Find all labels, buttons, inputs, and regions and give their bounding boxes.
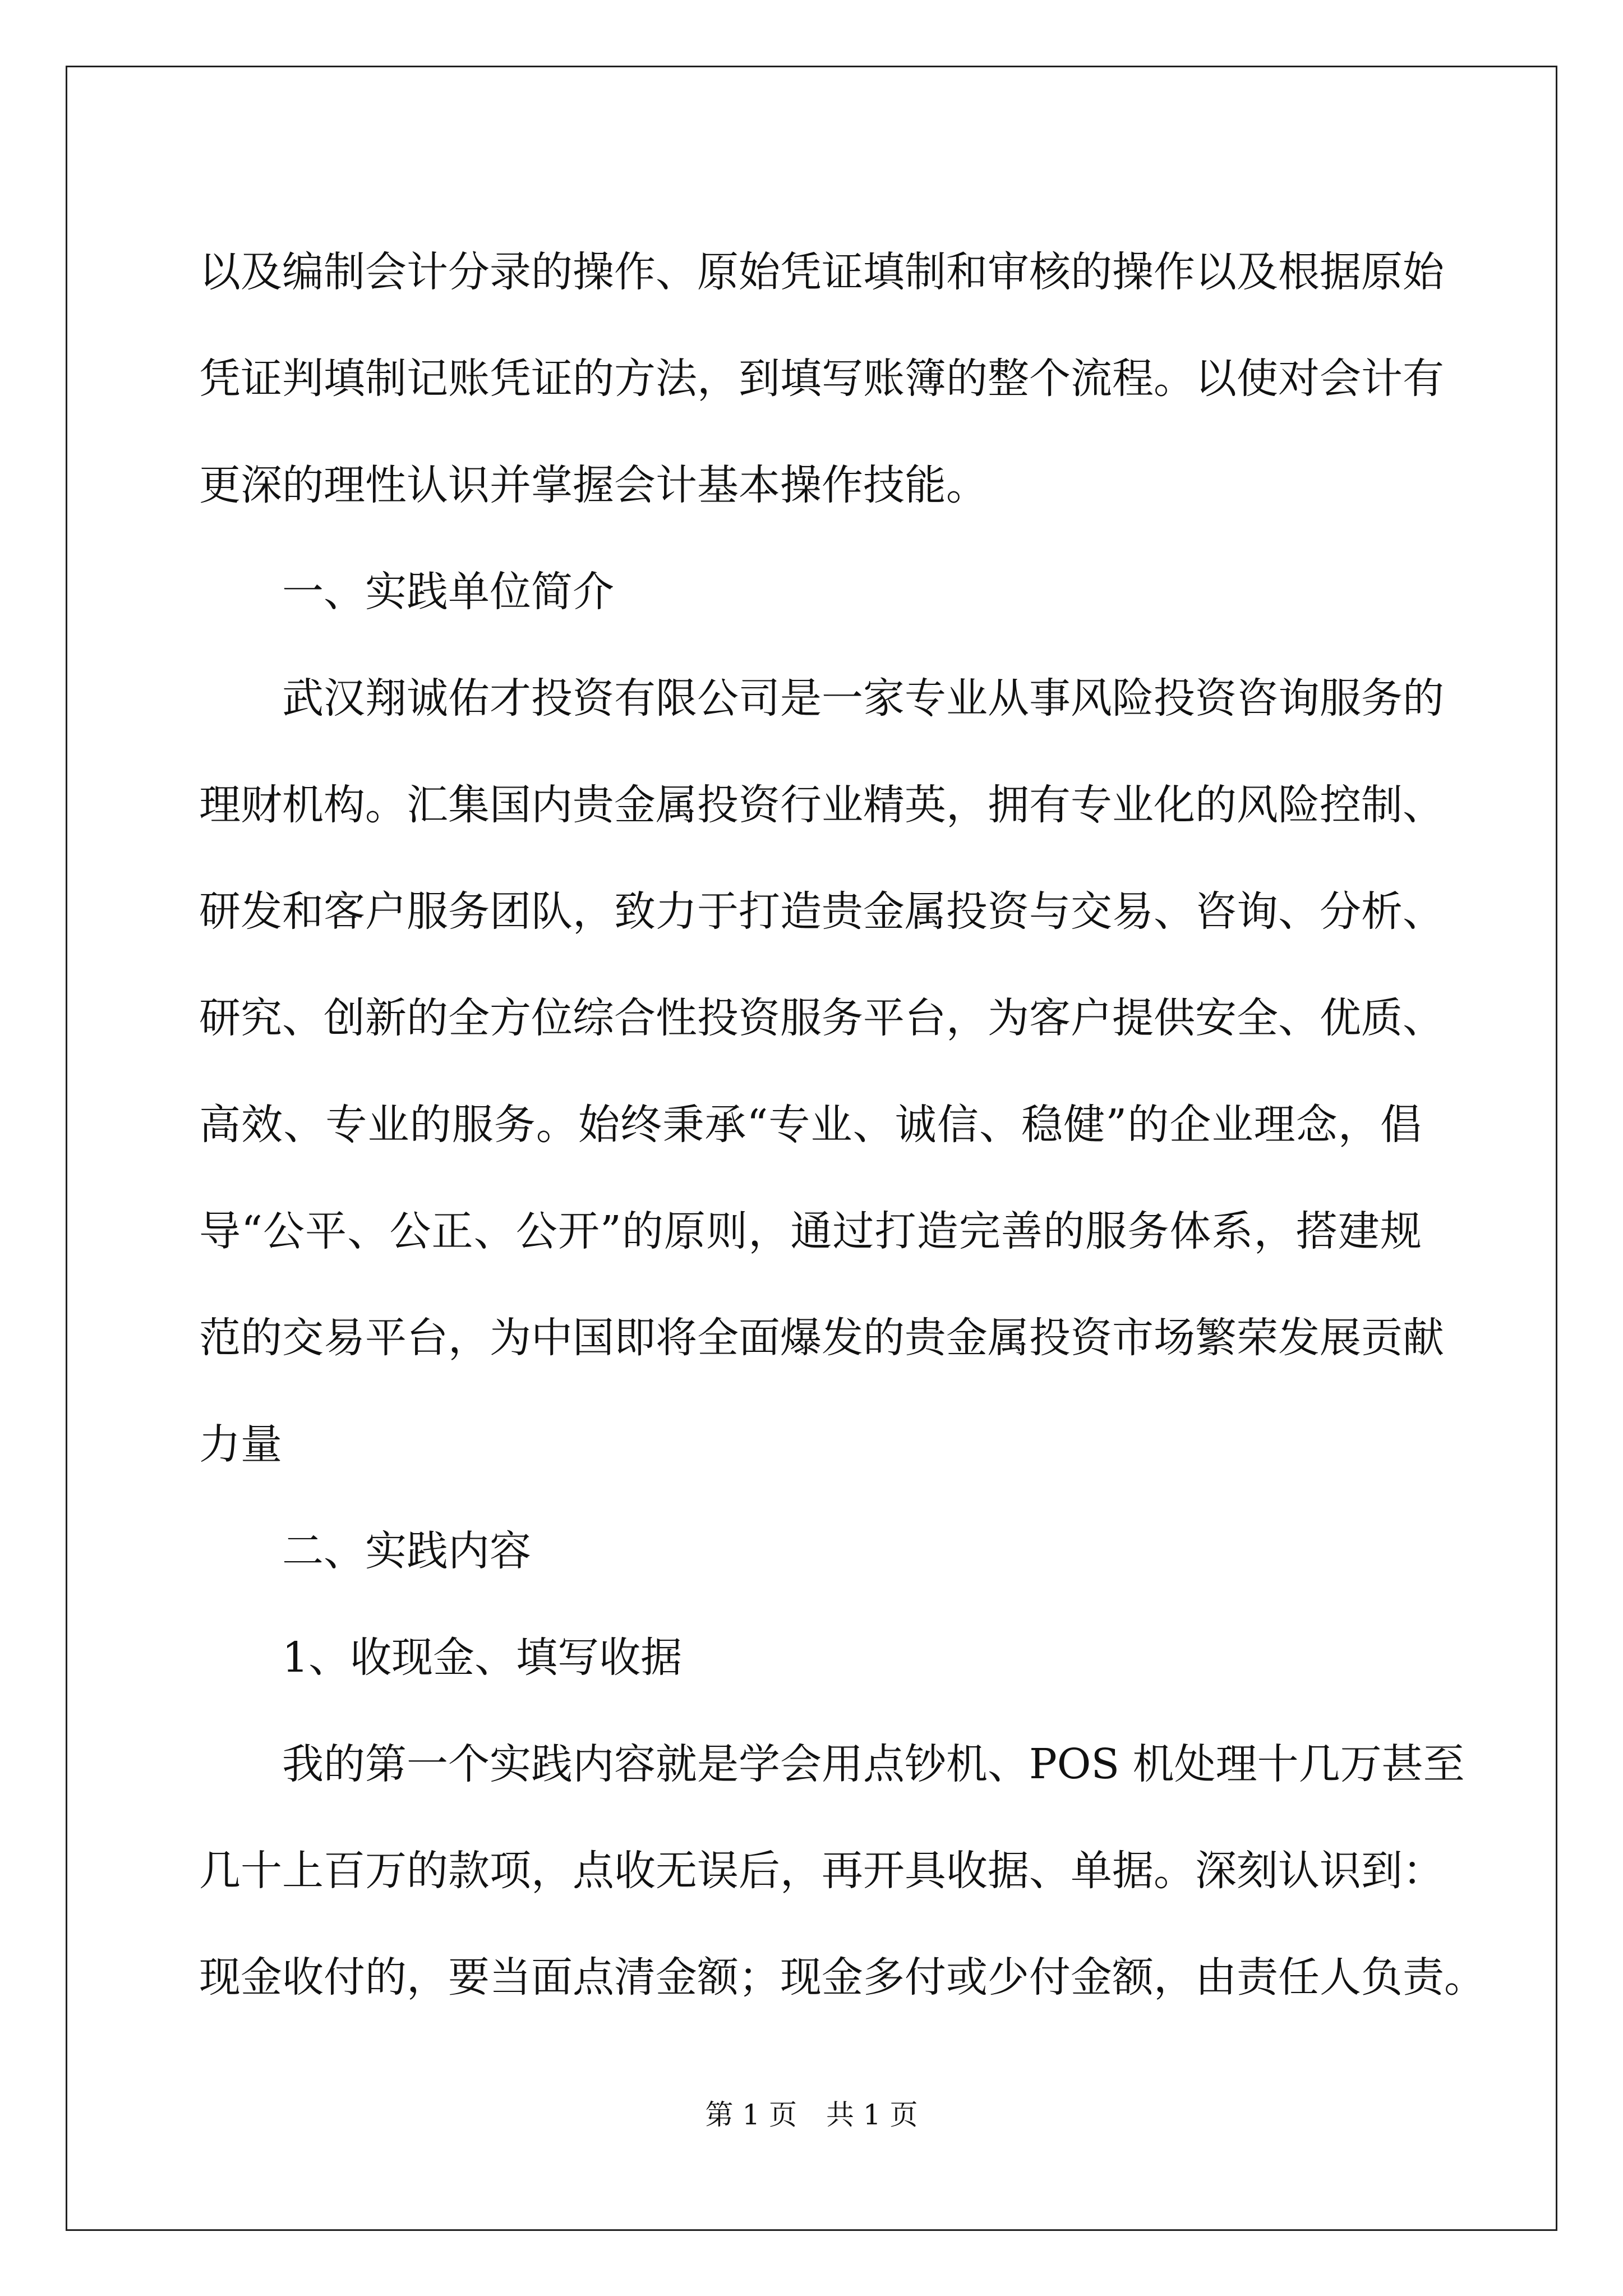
text-line: 导“公平、公正、公开”的原则，通过打造完善的服务体系，搭建规 bbox=[199, 1207, 1422, 1255]
text-line: 理财机构。汇集国内贵金属投资行业精英，拥有专业化的风险控制、 bbox=[199, 781, 1444, 829]
text-line: 更深的理性认识并掌握会计基本操作技能。 bbox=[199, 461, 988, 509]
text-line: 现金收付的，要当面点清金额；现金多付或少付金额，由责任人负责。 bbox=[199, 1953, 1486, 2001]
text-line: 力量 bbox=[199, 1420, 282, 1469]
text-line: 范的交易平台，为中国即将全面爆发的贵金属投资市场繁荣发展贡献 bbox=[199, 1314, 1444, 1362]
page-footer bbox=[0, 2098, 1623, 2132]
subsection-heading: 1、收现金、填写收据 bbox=[282, 1634, 683, 1682]
text-line: 凭证判填制记账凭证的方法，到填写账簿的整个流程。以使对会计有 bbox=[199, 355, 1444, 403]
text-line: 几十上百万的款项，点收无误后，再开具收据、单据。深刻认识到： bbox=[199, 1847, 1444, 1895]
text-line: 我的第一个实践内容就是学会用点钞机、POS 机处理十几万甚至 bbox=[282, 1740, 1465, 1788]
text-line: 研究、创新的全方位综合性投资服务平台，为客户提供安全、优质、 bbox=[199, 994, 1444, 1042]
text-line: 高效、专业的服务。始终秉承“专业、诚信、稳健”的企业理念，倡 bbox=[199, 1101, 1422, 1149]
section-heading: 一、实践单位简介 bbox=[282, 568, 614, 616]
page-total: 共 1 页 bbox=[826, 2099, 918, 2131]
section-heading: 二、实践内容 bbox=[282, 1527, 531, 1575]
page-number: 第 1 页 bbox=[705, 2099, 797, 2131]
text-line: 以及编制会计分录的操作、原始凭证填制和审核的操作以及根据原始 bbox=[199, 248, 1444, 296]
text-line: 研发和客户服务团队，致力于打造贵金属投资与交易、咨询、分析、 bbox=[199, 887, 1444, 936]
document-body bbox=[199, 219, 1486, 2031]
text-line: 武汉翔诚佑才投资有限公司是一家专业从事风险投资咨询服务的 bbox=[282, 674, 1444, 723]
